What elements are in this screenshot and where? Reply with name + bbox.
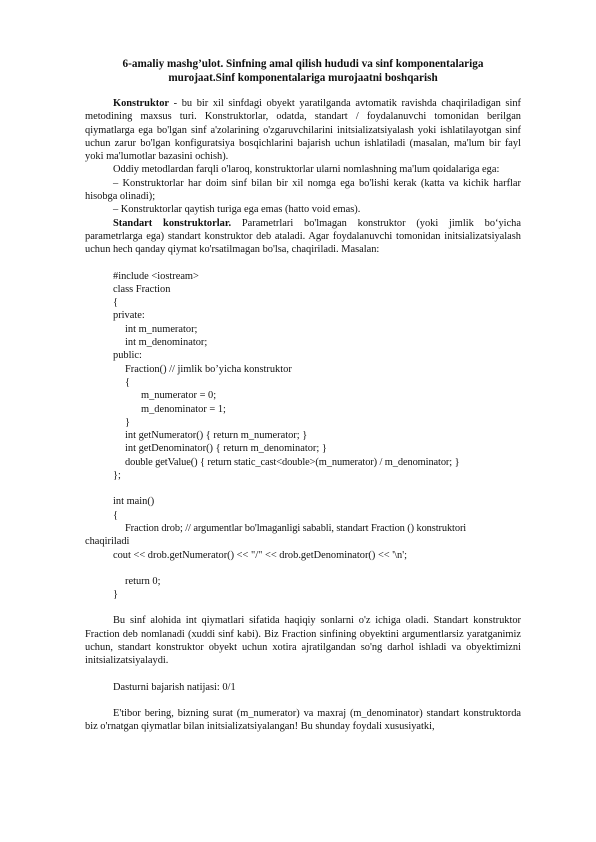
code-line: int main() xyxy=(113,496,155,508)
document-page xyxy=(85,57,521,733)
rules-intro: Oddiy metodlardan farqli o'laroq, konstruktorlar ularni nomlashning ma'lum qoidalariga ega: xyxy=(113,164,500,176)
intro-text: - bu bir xil sinfdagi obyekt yaratilganda avtomatik ravishda chaqiriladigan sinf metodining maxsus turi. Konstruktorlar, odatda, standart / foydalanuvchi tomonidan berilgan qiymatlarga ega bo'lgan sinf a'zolarining o'zgaruvchilarini initsializatsiyalash yoki ishlatilayotgan sinf uchun zarur bo'lgan konfiguratsiya bosqichlarini bajarish uchun ishlatiladi (masalan, ma'lum bir fayl yoki ma'lumotlar bazasini ochish). xyxy=(85,98,521,163)
code-line: int getDenominator() { return m_denominator; } xyxy=(125,443,327,455)
rule-item-1: – Konstruktorlar har doim sinf bilan bir xil nomga ega bo'lishi kerak (katta va kichik harflar hisobga olinadi); xyxy=(85,177,521,203)
code-line: { xyxy=(125,376,130,388)
code-line: int m_denominator; xyxy=(125,337,208,349)
code-line: chaqiriladi xyxy=(85,536,130,548)
code-line: private: xyxy=(113,310,145,322)
code-line: m_denominator = 1; xyxy=(141,403,226,415)
code-line: double getValue() { return static_cast<double>(m_numerator) / m_denominator; } xyxy=(125,456,460,468)
code-line: Fraction() // jimlik bo’yicha konstruktor xyxy=(125,363,292,375)
standard-constructor-paragraph xyxy=(85,217,521,257)
title-line-1: 6-amaliy mashg’ulot. Sinfning amal qilish hududi va sinf komponentalariga xyxy=(122,58,484,70)
code-block-class xyxy=(85,270,521,483)
explanation-paragraph: Bu sinf alohida int qiymatlari sifatida haqiqiy sonlarni o'z ichiga oladi. Standart konstruktor Fraction deb nomlanadi (xuddi sinf kabi). Biz Fraction sinfining obyektini argumentlarsiz yaratganimiz uchun, standart konstruktor obyekt uchun xotira ajratilgandan so'ng darhol ishladi va obyektimizni initsializatsiyalaydi. xyxy=(85,615,521,667)
code-line: cout << drob.getNumerator() << "/" << drob.getDenominator() << '\n'; xyxy=(113,549,407,561)
code-line: } xyxy=(125,416,130,428)
code-line: class Fraction xyxy=(113,283,171,295)
code-line: return 0; xyxy=(125,575,161,587)
code-line: } xyxy=(113,589,118,601)
code-line: #include <iostream> xyxy=(113,270,199,282)
code-line: public: xyxy=(113,350,142,362)
intro-paragraph xyxy=(85,97,521,163)
title-line-2: murojaat.Sinf komponentalariga murojaatni boshqarish xyxy=(168,72,438,84)
result-line: Dasturni bajarish natijasi: 0/1 xyxy=(113,681,236,693)
page-title xyxy=(85,57,521,85)
standard-text: Parametrlari bo'lmagan konstruktor (yoki jimlik bo‘yicha parametrlarga ega) standart konstruktor deb ataladi. Agar foydalanuvchi tomonidan initsializatsiyalash uchun hech qanday qiymat ko'rsatilmagan bo'lsa, chaqiriladi. Masalan: xyxy=(85,217,521,256)
closing-paragraph: E'tibor bering, bizning surat (m_numerator) va maxraj (m_denominator) standart konstruktorda biz o'rnatgan qiymatlar bilan initsializatsiyalangan! Bu shunday foydali xususiyatki, xyxy=(85,707,521,733)
code-line: int m_numerator; xyxy=(125,323,198,335)
standard-term: Standart konstruktorlar. xyxy=(113,217,232,229)
code-line: Fraction drob; // argumentlar bo'lmaganligi sababli, standart Fraction () konstruktori xyxy=(125,522,467,534)
intro-term: Konstruktor xyxy=(113,98,169,109)
code-line: m_numerator = 0; xyxy=(141,390,217,402)
code-block-main xyxy=(85,495,521,601)
rule-item-2: – Konstruktorlar qaytish turiga ega emas (hatto void emas). xyxy=(113,204,361,216)
code-line: int getNumerator() { return m_numerator; } xyxy=(125,430,308,442)
code-line: }; xyxy=(113,470,121,482)
code-line: { xyxy=(113,509,118,521)
code-line: { xyxy=(113,297,118,309)
